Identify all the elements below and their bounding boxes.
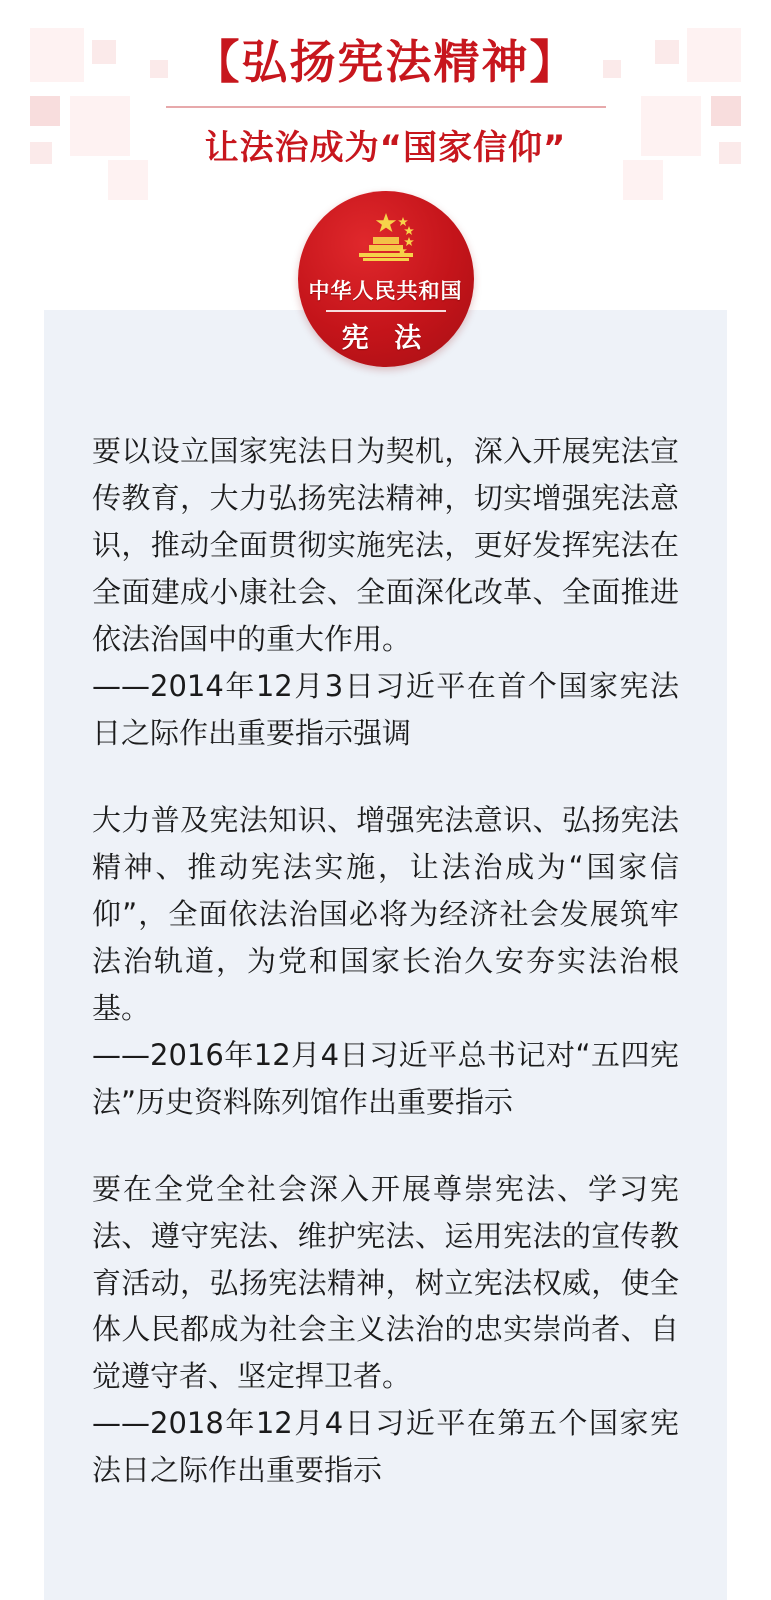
quote-item [92, 1166, 679, 1495]
quote-item [92, 428, 679, 757]
seal-text [298, 275, 474, 355]
quote-text: 大力普及宪法知识、增强宪法意识、弘扬宪法精神、推动宪法实施，让法治成为“国家信仰”，全面依法治国必将为经济社会发展筑牢法治轨道，为党和国家长治久安夯实法治根基。 [92, 802, 679, 1025]
page-subtitle: 让法治成为“国家信仰” [204, 127, 567, 168]
seal-circle [298, 191, 474, 367]
quote-text: 要以设立国家宪法日为契机，深入开展宪法宣传教育，大力弘扬宪法精神，切实增强宪法意识，推动全面贯彻实施宪法，更好发挥宪法在全面建成小康社会、全面深化改革、全面推进依法治国中的重大作用。 [92, 434, 679, 656]
seal-line-country: 中华人民共和国 [308, 278, 463, 303]
page-title: 【弘扬宪法精神】 [193, 35, 578, 89]
seal-line-constitution: 宪 法 [341, 322, 430, 354]
quote-source: ——2016年12月4日习近平总书记对“五四宪法”历史资料陈列馆作出重要指示 [92, 1037, 679, 1119]
title-divider [166, 106, 606, 108]
quote-source: ——2014年12月3日习近平在首个国家宪法日之际作出重要指示强调 [92, 668, 679, 750]
quote-source: ——2018年12月4日习近平在第五个国家宪法日之际作出重要指示 [92, 1406, 679, 1488]
quotes-card [44, 310, 727, 1600]
quote-text: 要在全党全社会深入开展尊崇宪法、学习宪法、遵守宪法、维护宪法、运用宪法的宣传教育活动，弘扬宪法精神，树立宪法权威，使全体人民都成为社会主义法治的忠实崇尚者、自觉遵守者、坚定捍卫者。 [92, 1171, 679, 1394]
seal-divider [326, 310, 446, 312]
poster-header [0, 0, 771, 169]
national-emblem-icon [349, 211, 423, 267]
constitution-seal [298, 191, 474, 367]
quote-item [92, 797, 679, 1126]
